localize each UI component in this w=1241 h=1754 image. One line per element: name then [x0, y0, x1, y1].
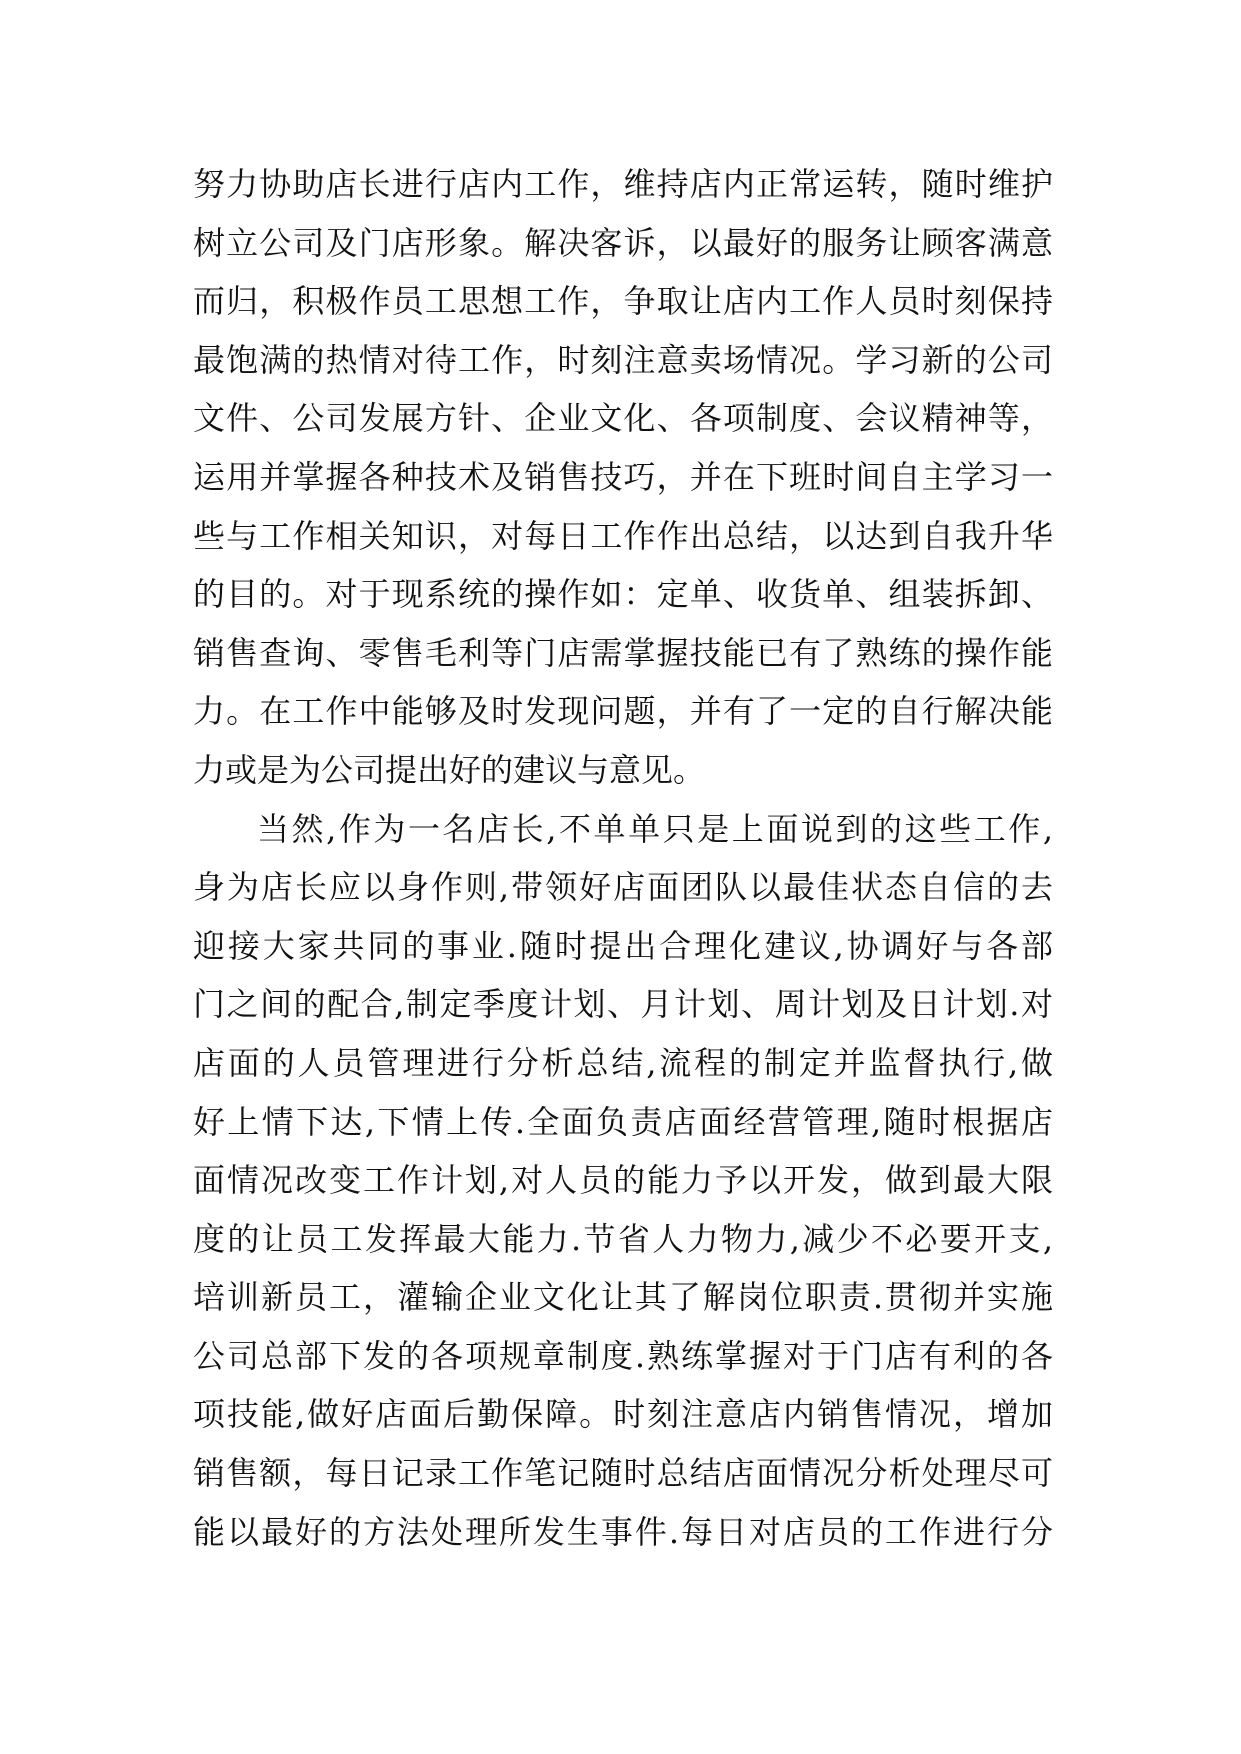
text-line: 好上情下达,下情上传.全面负责店面经营管理,随时根据店: [193, 1102, 1053, 1141]
text-line: 迎接大家共同的事业.随时提出合理化建议,协调好与各部: [193, 926, 1053, 965]
text-line: 门之间的配合,制定季度计划、月计划、周计划及日计划.对: [193, 985, 1053, 1024]
text-line: 的目的。对于现系统的操作如：定单、收货单、组装拆卸、: [193, 575, 1053, 614]
body-text: [193, 155, 1053, 1561]
text-line: 最饱满的热情对待工作，时刻注意卖场情况。学习新的公司: [193, 340, 1053, 379]
text-line: 培训新员工，灌输企业文化让其了解岗位职责.贯彻并实施: [193, 1278, 1053, 1317]
text-line: 努力协助店长进行店内工作，维持店内正常运转，随时维护: [193, 165, 1053, 203]
text-line: 而归，积极作员工思想工作，争取让店内工作人员时刻保持: [193, 282, 1053, 321]
text-line: 力。在工作中能够及时发现问题，并有了一定的自行解决能: [193, 692, 1053, 731]
text-line: 能以最好的方法处理所发生事件.每日对店员的工作进行分: [193, 1512, 1053, 1551]
text-line: 销售查询、零售毛利等门店需掌握技能已有了熟练的操作能: [193, 633, 1053, 672]
text-line: 度的让员工发挥最大能力.节省人力物力,减少不必要开支,: [193, 1219, 1053, 1258]
text-line: 面情况改变工作计划,对人员的能力予以开发，做到最大限: [193, 1161, 1053, 1200]
text-line: 身为店长应以身作则,带领好店面团队以最佳状态自信的去: [193, 868, 1053, 907]
text-line: 运用并掌握各种技术及销售技巧，并在下班时间自主学习一: [193, 457, 1053, 496]
text-line: 当然,作为一名店长,不单单只是上面说到的这些工作,: [257, 809, 1053, 848]
text-line: 项技能,做好店面后勤保障。时刻注意店内销售情况，增加: [193, 1395, 1053, 1434]
text-line: 些与工作相关知识，对每日工作作出总结，以达到自我升华: [193, 516, 1053, 555]
text-line: 销售额，每日记录工作笔记随时总结店面情况分析处理尽可: [193, 1454, 1053, 1493]
text-line: 公司总部下发的各项规章制度.熟练掌握对于门店有利的各: [193, 1336, 1053, 1375]
text-line: 店面的人员管理进行分析总结,流程的制定并监督执行,做: [193, 1043, 1053, 1082]
text-line: 文件、公司发展方针、企业文化、各项制度、会议精神等，: [193, 399, 1053, 438]
text-line: 力或是为公司提出好的建议与意见。: [193, 750, 706, 789]
text-line: 树立公司及门店形象。解决客诉，以最好的服务让顾客满意: [193, 223, 1053, 262]
paragraph-1: [193, 155, 1053, 800]
paragraph-2: [193, 800, 1053, 1562]
